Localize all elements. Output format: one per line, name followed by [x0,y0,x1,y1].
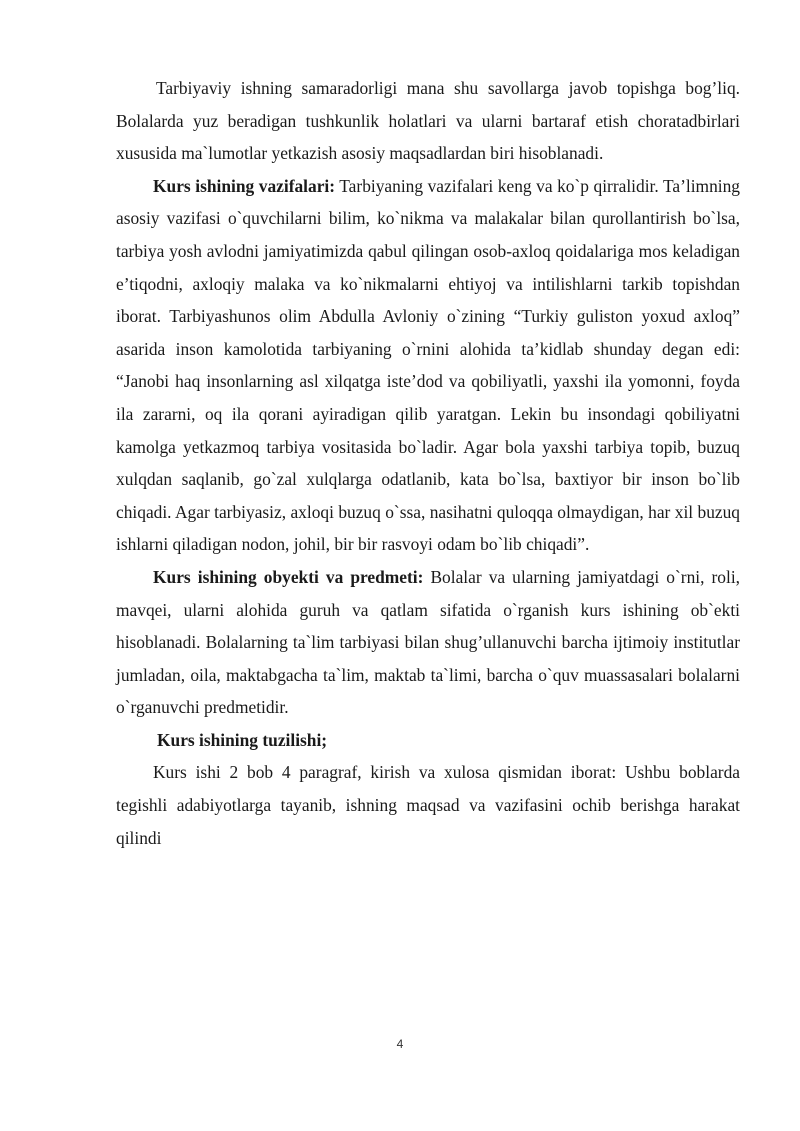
body-text [116,72,740,854]
object-paragraph [116,561,740,724]
intro-text: Tarbiyaviy ishning samaradorligi mana shu savollarga javob topishga bog’liq. Bolalarda yuz beradigan tushkunlik holatlari va ularni bartaraf etish choratadbirlari xususida ma`lumotlar yetkazish asosiy maqsadlardan biri hisoblanadi. [116,78,740,164]
page-number: 4 [396,1037,404,1051]
object-text: Bolalar va ularning jamiyatdagi o`rni, roli, mavqei, ularni alohida guruh va qatlam sifatida o`rganish kurs ishining ob`ekti hisoblanadi. Bolalarning ta`lim tarbiyasi bilan shug’ullanuvchi barcha ijtimoiy institutlar jumladan, oila, maktabgacha ta`lim, maktab ta`limi, barcha o`quv muassasalari bolalarni o`rganuvchi predmetidir. [116,566,740,718]
intro-paragraph [116,72,740,170]
tasks-text: Tarbiyaning vazifalari keng va ko`p qirralidir. Ta’limning asosiy vazifasi o`quvchilarni bilim, ko`nikma va malakalar bilan qurollantirish bo`lsa, tarbiya yosh avlodni jamiyatimizda qabul qilingan osob-axloq qoidalariga mos keladigan e’tiqodni, axloqiy malaka va ko`nikmalarni ehtiyoj va intilishlarni tarkib topishdan iborat. Tarbiyashunos olim Abdulla Avloniy o`zining “Turkiy guliston yoxud axloq” asarida inson kamolotida tarbiyaning o`rnini alohida ta’kidlab shunday degan edi: “Janobi haq insonlarning asl xilqatga iste’dod va qobiliyatli, yaxshi ila yomonni, foyda ila zararni, oq ila qorani ayiradigan qilib yaratgan. Lekin bu insondagi qobiliyatni kamolga yetkazmoq tarbiya vositasida bo`ladir. Agar bola yaxshi tarbiya topib, buzuq xulqdan saqlanib, go`zal xulqlarga odatlanib, kata bo`lsa, baxtiyor bir inson bo`lib chiqadi. Agar tarbiyasiz, axloqi buzuq o`ssa, nasihatni quloqqa olmaydigan, har xil buzuq ishlarni qiladigan nodon, johil, bir bir rasvoyi odam bo`lib chiqadi”. [116,175,740,555]
structure-text: Kurs ishi 2 bob 4 paragraf, kirish va xulosa qismidan iborat: Ushbu boblarda tegishli adabiyotlarga tayanib, ishning maqsad va vazifasini ochib berishga harakat qilindi [116,762,740,848]
tasks-heading: Kurs ishining vazifalari: [153,175,336,196]
structure-heading: Kurs ishining tuzilishi; [157,729,328,750]
object-heading: Kurs ishining obyekti va predmeti: [153,566,424,587]
tasks-paragraph [116,170,740,561]
structure-paragraph [116,756,740,854]
